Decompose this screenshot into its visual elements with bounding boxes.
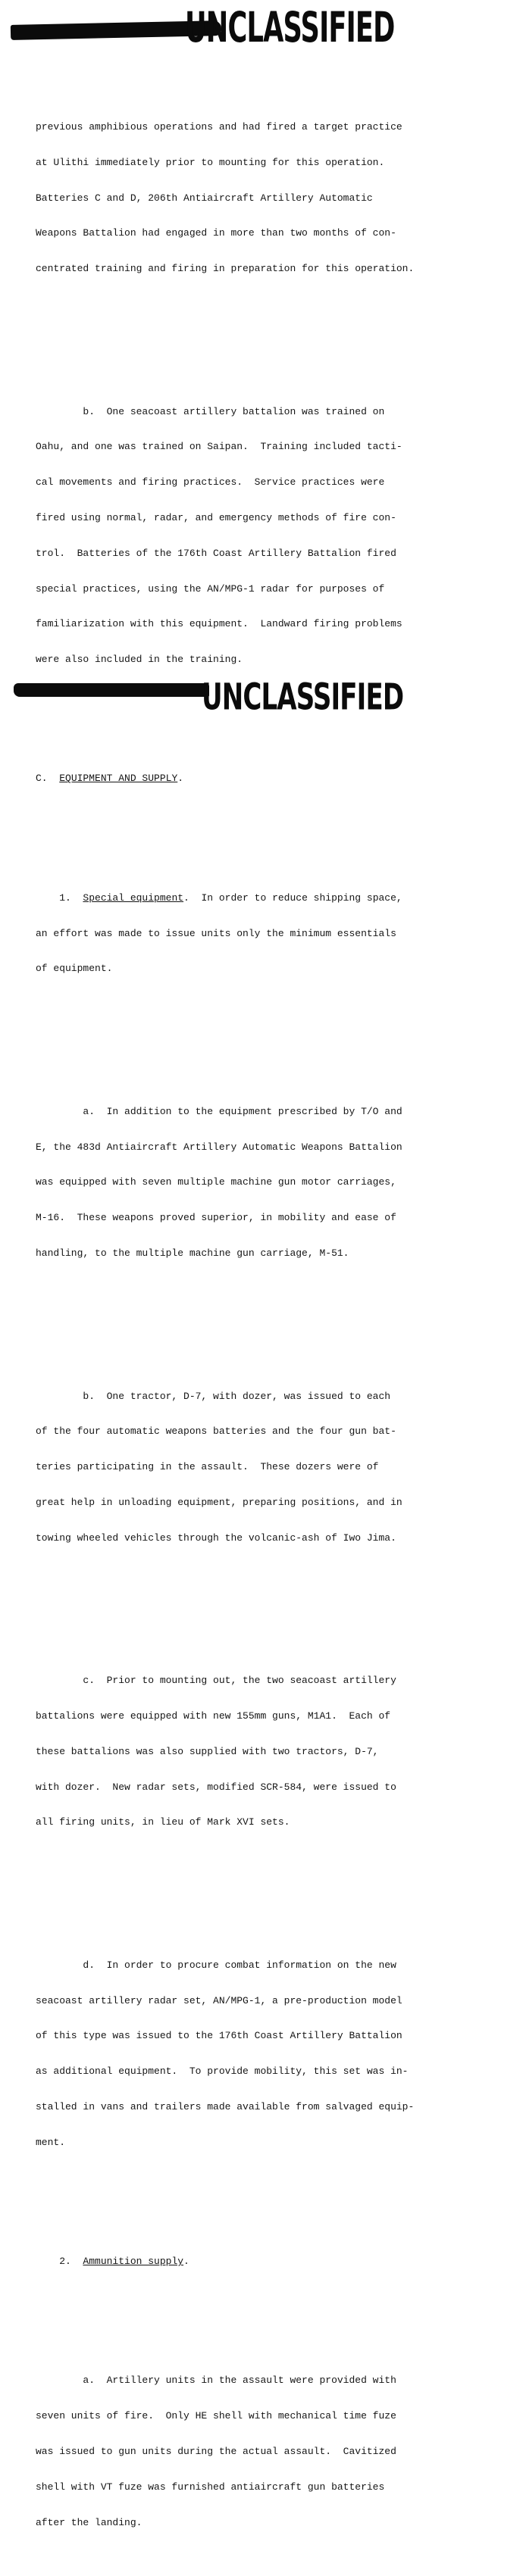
item-title: Special equipment	[83, 891, 184, 904]
text-line: E, the 483d Antiaircraft Artillery Automatic Weapons Battalion	[36, 1141, 402, 1153]
section-heading-equipment-and-supply	[36, 773, 490, 785]
text-line: Batteries C and D, 206th Antiaircraft Artillery Automatic	[36, 192, 373, 204]
text-line: an effort was made to issue units only the minimum essentials	[36, 927, 396, 939]
section-title: EQUIPMENT AND SUPPLY	[59, 773, 178, 785]
text-line: great help in unloading equipment, preparing positions, and in	[36, 1496, 402, 1508]
text-line: ment.	[36, 2136, 66, 2148]
text-line: was equipped with seven multiple machine gun motor carriages,	[36, 1176, 396, 1188]
paragraph-d-radar-set	[36, 1936, 490, 2172]
text-line: a. Artillery units in the assault were provided with	[36, 2375, 396, 2387]
classification-stamp-bottom: UNCLASSIFIED	[202, 676, 404, 719]
text-line: after the landing.	[36, 2516, 142, 2528]
section-label: C.	[36, 773, 60, 785]
text-line: at Ulithi immediately prior to mounting for this operation.	[36, 156, 385, 168]
text-line: a. In addition to the equipment prescribed by T/O and	[36, 1105, 402, 1117]
text-line: all firing units, in lieu of Mark XVI sets.	[36, 1816, 290, 1828]
item-number: 2.	[36, 2256, 83, 2268]
text-line: Weapons Battalion had engaged in more than two months of con-	[36, 227, 396, 239]
classification-stamp-top: UNCLASSIFIED	[185, 4, 395, 52]
text-line: teries participating in the assault. These dozers were of	[36, 1461, 379, 1473]
item-title-period: .	[183, 2256, 189, 2268]
text-line: seacoast artillery radar set, AN/MPG-1, a pre-production model	[36, 1994, 402, 2006]
text-line: Oahu, and one was trained on Saipan. Training included tacti-	[36, 441, 402, 453]
text-line: b. One tractor, D-7, with dozer, was issued to each	[36, 1390, 391, 1402]
text-line: handling, to the multiple machine gun carriage, M-51.	[36, 1247, 349, 1259]
text-line: c. Prior to mounting out, the two seacoast artillery	[36, 1675, 396, 1687]
text-line: fired using normal, radar, and emergency methods of fire con-	[36, 511, 396, 523]
text-line: b. One seacoast artillery battalion was trained on	[36, 405, 385, 417]
item-1-special-equipment	[36, 869, 490, 999]
paragraph-c-guns-and-radar	[36, 1651, 490, 1852]
paragraph-a-motor-carriages	[36, 1082, 490, 1283]
text-line: these battalions was also supplied with two tractors, D-7,	[36, 1745, 379, 1757]
text-line: previous amphibious operations and had fired a target practice	[36, 120, 402, 133]
text-line: special practices, using the AN/MPG-1 radar for purposes of	[36, 582, 385, 595]
text-line: of equipment.	[36, 963, 113, 975]
item-text: . In order to reduce shipping space,	[183, 891, 402, 904]
text-line: as additional equipment. To provide mobility, this set was in-	[36, 2065, 409, 2078]
text-line: was issued to gun units during the actual assault. Cavitized	[36, 2446, 396, 2457]
text-line: d. In order to procure combat information on the new	[36, 1959, 396, 1971]
paragraph-a-ammunition	[36, 2351, 490, 2552]
text-line: of this type was issued to the 176th Coast Artillery Battalion	[36, 2030, 402, 2042]
text-line: trol. Batteries of the 176th Coast Artillery Battalion fired	[36, 547, 396, 559]
text-line: centrated training and firing in preparation for this operation.	[36, 263, 415, 275]
paragraph-b-seacoast-training	[36, 382, 490, 688]
text-line: seven units of fire. Only HE shell with mechanical time fuze	[36, 2410, 396, 2422]
item-number: 1.	[36, 891, 83, 904]
redaction-bar-bottom	[14, 683, 209, 697]
text-line: towing wheeled vehicles through the volcanic-ash of Iwo Jima.	[36, 1532, 396, 1544]
text-line: M-16. These weapons proved superior, in mobility and ease of	[36, 1212, 396, 1224]
document-body	[36, 62, 490, 2576]
text-line: were also included in the training.	[36, 654, 243, 666]
paragraph-b-tractors	[36, 1366, 490, 1567]
text-line: of the four automatic weapons batteries and the four gun bat-	[36, 1425, 396, 1438]
item-2-ammunition-supply-heading	[36, 2256, 490, 2268]
section-title-period: .	[177, 773, 184, 785]
text-line: familiarization with this equipment. Landward firing problems	[36, 618, 402, 630]
text-line: stalled in vans and trailers made available from salvaged equip-	[36, 2100, 415, 2112]
paragraph-intro	[36, 98, 490, 298]
text-line: shell with VT fuze was furnished antiaircraft gun batteries	[36, 2481, 385, 2493]
text-line: cal movements and firing practices. Service practices were	[36, 476, 385, 489]
item-title: Ammunition supply	[83, 2256, 184, 2268]
text-line: with dozer. New radar sets, modified SCR-584, were issued to	[36, 1781, 396, 1793]
text-line: battalions were equipped with new 155mm guns, M1A1. Each of	[36, 1710, 391, 1722]
item-heading-line	[36, 892, 490, 904]
